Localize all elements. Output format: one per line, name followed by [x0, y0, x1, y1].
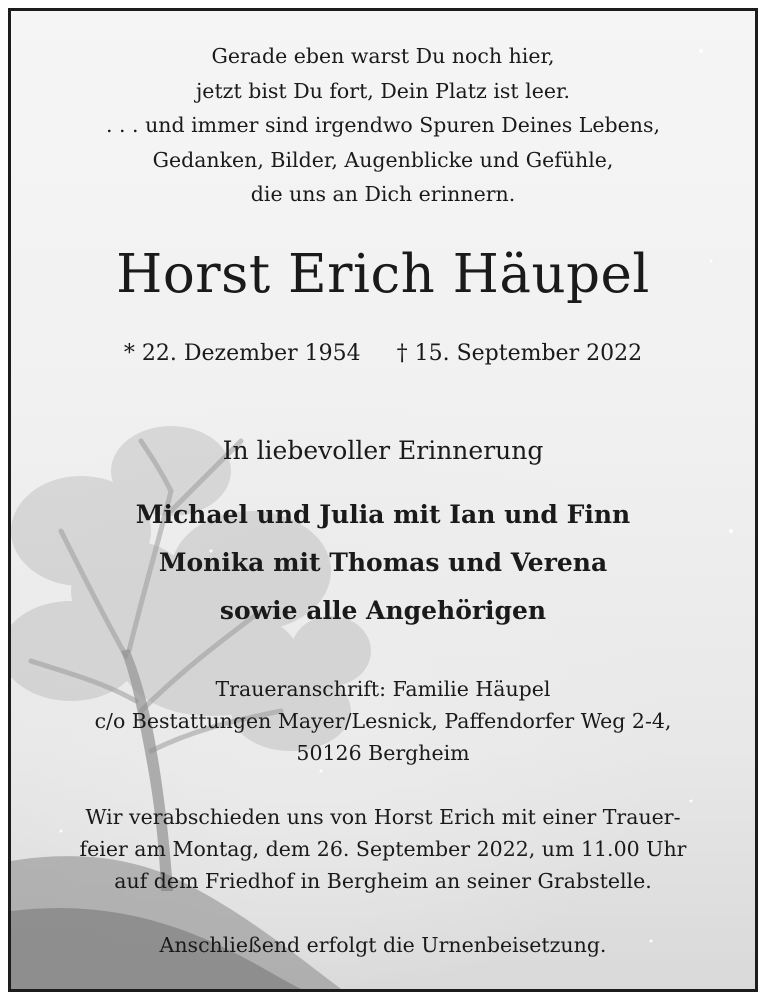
ceremony-line: auf dem Friedhof in Bergheim an seiner Grabstelle.	[114, 869, 652, 893]
mourner-line: Monika mit Thomas und Verena	[158, 548, 608, 577]
ceremony-line: Wir verabschieden uns von Horst Erich mit einer Trauer-	[85, 805, 681, 829]
mourning-address	[11, 673, 755, 769]
obituary-content	[11, 11, 755, 989]
mourners-block	[11, 491, 755, 635]
ceremony-line: feier am Montag, dem 26. September 2022, um 11.00 Uhr	[79, 837, 687, 861]
poem-block	[11, 39, 755, 212]
address-line: Traueranschrift: Familie Häupel	[215, 677, 551, 701]
poem-line: jetzt bist Du fort, Dein Platz ist leer.	[195, 78, 571, 103]
obituary-frame	[8, 8, 758, 992]
poem-line: . . . und immer sind irgendwo Spuren Deines Lebens,	[105, 113, 661, 137]
deceased-name: Horst Erich Häupel	[116, 244, 650, 305]
ceremony-notice	[11, 801, 755, 897]
poem-line: die uns an Dich erinnern.	[250, 182, 516, 206]
life-dates	[11, 337, 755, 371]
mourner-line: Michael und Julia mit Ian und Finn	[135, 500, 631, 529]
memory-line: In liebevoller Erinnerung	[222, 436, 544, 465]
address-line: 50126 Bergheim	[296, 741, 470, 765]
poem-line: Gedanken, Bilder, Augenblicke und Gefühle,	[152, 147, 614, 172]
closing-line: Anschließend erfolgt die Urnenbeisetzung.	[159, 933, 607, 957]
poem-line: Gerade eben warst Du noch hier,	[211, 44, 555, 68]
birth-date: * 22. Dezember 1954	[123, 341, 361, 366]
address-line: c/o Bestattungen Mayer/Lesnick, Paffendorfer Weg 2-4,	[94, 709, 672, 733]
mourner-line: sowie alle Angehörigen	[219, 596, 547, 625]
death-date: † 15. September 2022	[396, 341, 643, 366]
